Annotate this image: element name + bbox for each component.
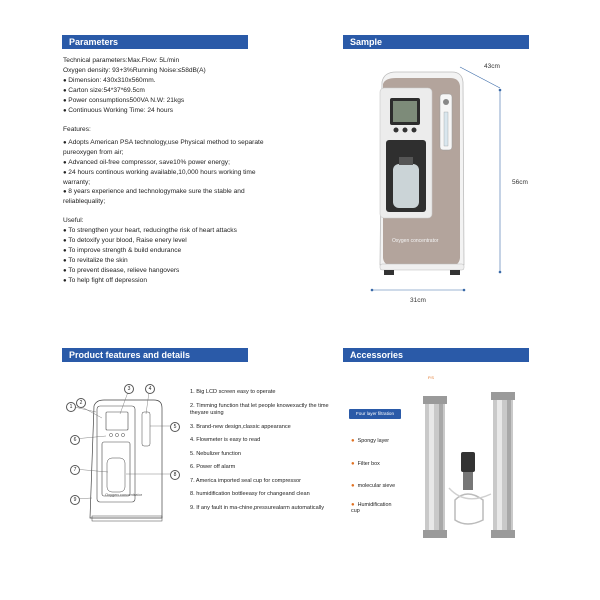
product-feature-item: 9. If any fault in ma-chine,pressurealarm automatically — [190, 504, 324, 511]
callout-5: 5 — [170, 422, 180, 432]
width-dimension: 31cm — [410, 297, 426, 304]
useful-item: ● To detoxify your blood, Raise enery level — [63, 236, 303, 246]
accessories-corner-mark: P.S — [428, 375, 434, 380]
product-feature-item: 4. Flowmeter is easy to read — [190, 437, 261, 444]
accessories-header: Accessories — [343, 348, 529, 362]
param-line-2: Oxygen density: 93+3%Running Noise:≤58dB(A) — [63, 66, 206, 74]
product-feature-item: 2. Timming function that let people knowexactly the time theyare using — [190, 402, 329, 417]
product-feature-item: 7. America imported seal cup for compressor — [190, 477, 301, 484]
param-item: ● Carton size:54*37*69.5cm — [63, 86, 303, 96]
feature-item: ● Adopts American PSA technology,use Physical method to separate pureoxygen from air; — [63, 138, 278, 158]
molecular-sieve-tower-illustration — [415, 388, 535, 548]
callout-8: 8 — [170, 470, 180, 480]
callout-3: 3 — [124, 384, 134, 394]
callout-6: 6 — [70, 435, 80, 445]
useful-item: ● To improve strength & build endurance — [63, 246, 303, 256]
useful-item: ● To prevent disease, relieve hangovers — [63, 266, 303, 276]
accessory-label: Spongy layer — [357, 438, 390, 444]
callout-4: 4 — [145, 384, 155, 394]
depth-dimension: 43cm — [484, 63, 500, 70]
parameters-header: Parameters — [62, 35, 248, 49]
sample-device-label: Oxygen concentrator — [392, 238, 439, 244]
bullet-dot-icon: ● — [351, 502, 355, 508]
height-dimension: 56cm — [512, 179, 528, 186]
product-feature-item: 1. Big LCD screen easy to operate — [190, 389, 276, 395]
callout-7: 7 — [70, 465, 80, 475]
product-feature-item: 5. Nebulizer function — [190, 450, 241, 457]
param-line-1: Technical parameters:Max.Flow: 5L/min — [63, 57, 180, 64]
product-features-header: Product features and details — [62, 348, 248, 362]
product-feature-item: 6. Power off alarm — [190, 464, 236, 471]
bullet-dot-icon: ● — [351, 461, 355, 467]
param-item: ● Dimension: 430x310x560mm. — [63, 76, 303, 86]
param-item: ● Power consumptions500VA N.W: 21kgs — [63, 96, 303, 106]
useful-item: ● To revitalize the skin — [63, 256, 303, 266]
oxygen-concentrator-photo — [360, 60, 520, 310]
accessory-molecular-sieve — [351, 483, 395, 489]
product-feature-item: 3. Brand-new design,classic appearance — [190, 423, 291, 430]
param-item: ● Continuous Working Time: 24 hours — [63, 106, 303, 116]
feature-item: ● 8 years experience and technologymake sure the stable and reliablequality; — [63, 187, 278, 207]
callout-1: 1 — [66, 402, 76, 412]
callout-9: 9 — [70, 495, 80, 505]
product-feature-item: 8. humidification bottleeasy for changeand clean — [190, 491, 310, 498]
filtration-badge: Four layer filtration — [349, 409, 401, 419]
accessory-label: molecular sieve — [357, 483, 396, 489]
feature-item: ● 24 hours continous working available,10,000 hours working time warranty; — [63, 168, 278, 188]
accessory-filter-box — [351, 461, 380, 467]
product-feature-list — [190, 389, 330, 518]
bullet-dot-icon: ● — [351, 483, 355, 489]
feature-item: ● Advanced oil-free compressor, save10% power energy; — [63, 158, 303, 168]
accessory-spongy-layer — [351, 438, 389, 444]
useful-item: ● To help fight off depression — [63, 276, 303, 286]
accessory-humidification-cup — [351, 502, 401, 514]
accessory-label: Humidification cup — [351, 502, 392, 514]
diagram-brand-label: Oxygen concentrator — [105, 492, 143, 497]
features-heading: Features: — [63, 125, 91, 133]
useful-item: ● To strengthen your heart, reducingthe risk of heart attacks — [63, 226, 303, 236]
parameters-block — [63, 56, 303, 286]
sample-header: Sample — [343, 35, 529, 49]
useful-heading: Useful: — [63, 217, 84, 225]
bullet-dot-icon: ● — [351, 438, 355, 444]
callout-2: 2 — [76, 398, 86, 408]
accessory-label: Filter box — [357, 461, 380, 467]
